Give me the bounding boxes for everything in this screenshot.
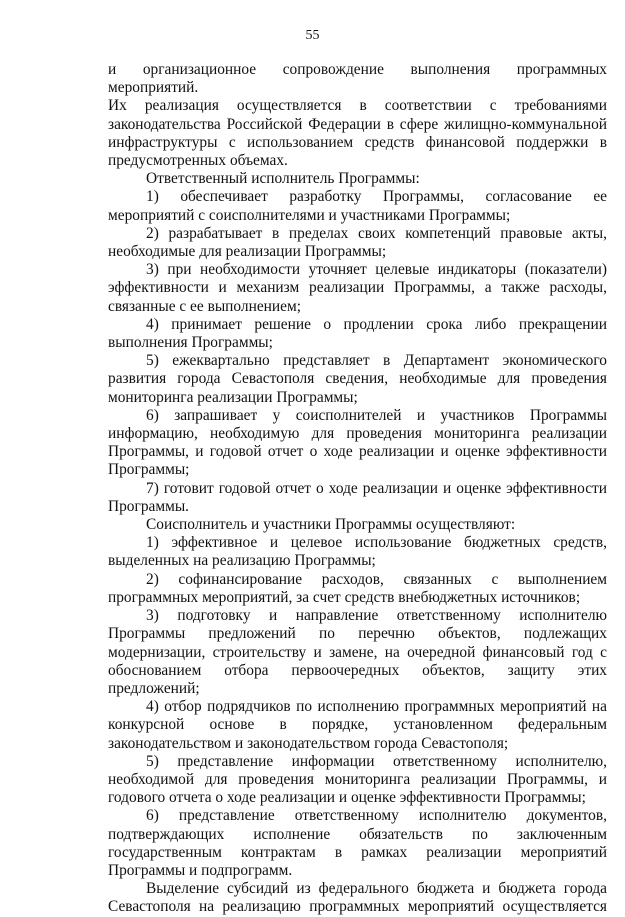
list-item: 3) подготовку и направление ответственному исполнителю Программы предложений по перечню объектов, подлежащих модернизации, строительству и замене, на очередной финансовый год с обоснованием отбора первоочередных объектов, защиту этих предложений; <box>108 607 607 697</box>
list-item: 1) обеспечивает разработку Программы, согласование ее мероприятий с соисполнителями и участниками Программы; <box>108 188 607 224</box>
list-item: 5) представление информации ответственному исполнителю, необходимой для проведения мониторинга реализации Программы, и годового отчета о ходе реализации и оценке эффективности Программы; <box>108 752 607 807</box>
list-item: 1) эффективное и целевое использование бюджетных средств, выделенных на реализацию Программы; <box>108 534 607 570</box>
paragraph-subsidies: Выделение субсидий из федерального бюджета и бюджета города Севастополя на реализацию программных мероприятий осуществляется <box>108 880 607 916</box>
paragraph-heading-responsible-executor: Ответственный исполнитель Программы: <box>146 170 420 188</box>
paragraph: Их реализация осуществляется в соответствии с требованиями законодательства Российской Федерации в сфере жилищно-коммунальной инфраструктуры с использованием средств финансовой поддержки в предусмотренных объемах. <box>108 97 607 170</box>
list-item: 7) готовит годовой отчет о ходе реализации и оценке эффективности Программы. <box>108 479 607 515</box>
list-item: 4) отбор подрядчиков по исполнению программных мероприятий на конкурсной основе в порядке, установленном федеральным законодательством и законодательством города Севастополя; <box>108 698 607 752</box>
list-item: 3) при необходимости уточняет целевые индикаторы (показатели) эффективности и механизм реализации Программы, а также расходы, связанные с ее выполнением; <box>108 261 607 315</box>
list-item: 2) разрабатывает в пределах своих компетенций правовые акты, необходимые для реализации Программы; <box>108 224 607 261</box>
list-item: 4) принимает решение о продлении срока либо прекращении выполнения Программы; <box>108 315 607 352</box>
document-body <box>108 61 607 917</box>
page-number: 55 <box>305 28 320 43</box>
list-item: 6) представление ответственному исполнителю документов, подтверждающих исполнение обязательств по заключенным государственным контрактам в рамках реализации мероприятий Программы и подпрограмм. <box>108 807 607 879</box>
list-item: 2) софинансирование расходов, связанных с выполнением программных мероприятий, за счет средств внебюджетных источников; <box>108 570 607 606</box>
paragraph-heading-coexecutors: Соисполнитель и участники Программы осуществляют: <box>146 516 516 534</box>
list-item: 5) ежеквартально представляет в Департамент экономического развития города Севастополя сведения, необходимые для проведения мониторинга реализации Программы; <box>108 352 607 406</box>
list-item: 6) запрашивает у соисполнителей и участников Программы информацию, необходимую для проведения мониторинга реализации Программы, и годовой отчет о ходе реализации и оценке эффективности Программы; <box>108 406 607 479</box>
paragraph-continuation: и организационное сопровождение выполнения программных мероприятий. <box>108 61 607 97</box>
